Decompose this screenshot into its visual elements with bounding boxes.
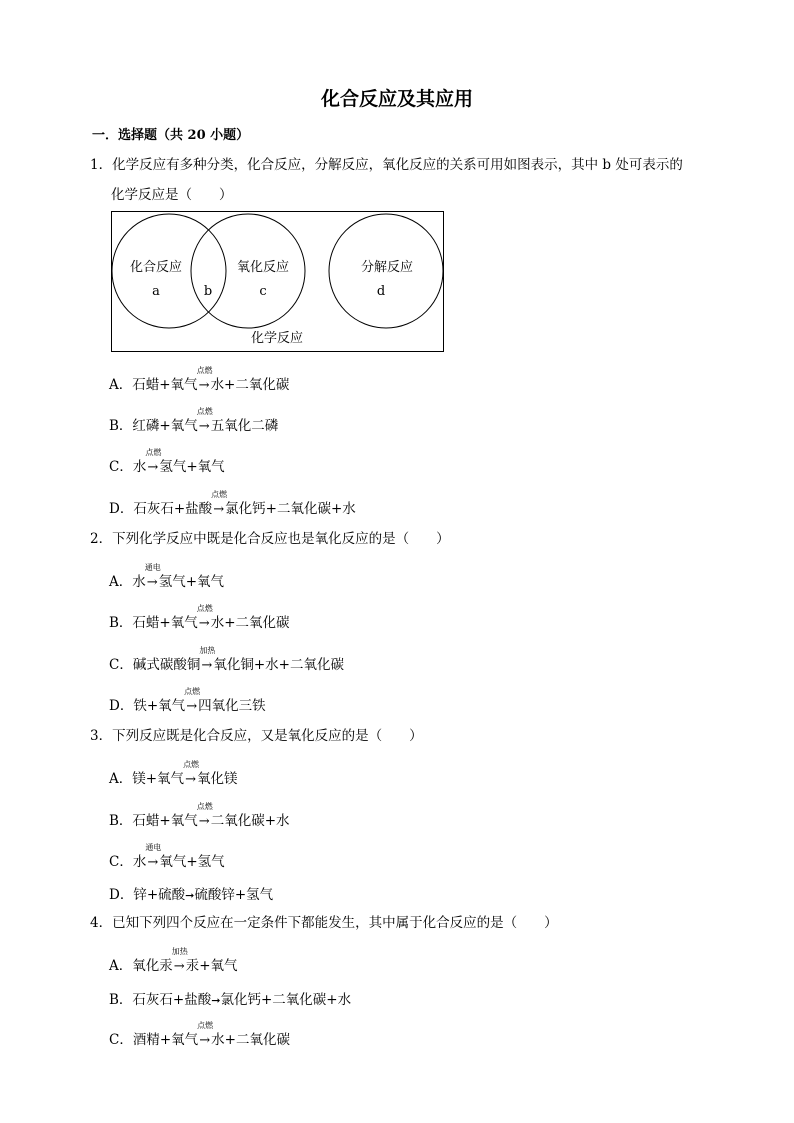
question-1 xyxy=(90,150,683,180)
reactants: 水 xyxy=(132,854,147,870)
section-heading: 一．选择题（共 20 小题） xyxy=(92,128,250,143)
arrow-icon: 点燃 → xyxy=(183,760,200,787)
q2-option-d[interactable] xyxy=(109,687,266,714)
reactants: 石灰石+盐酸 xyxy=(133,501,213,517)
reactants: 石蜡+氧气 xyxy=(132,813,198,829)
option-letter: B． xyxy=(109,615,133,631)
option-letter: D． xyxy=(109,501,134,517)
option-letter: D． xyxy=(109,698,134,714)
question-stem: 已知下列四个反应在一定条件下都能发生，其中属于化合反应的是（ ） xyxy=(112,915,558,931)
arrow-icon: 点燃 → xyxy=(145,448,162,475)
q4-option-c[interactable] xyxy=(109,1021,290,1048)
question-number: 3． xyxy=(90,728,113,744)
option-letter: B． xyxy=(109,418,133,434)
q3-option-a[interactable] xyxy=(109,760,238,787)
reaction-condition: 点燃 xyxy=(211,490,228,499)
arrow-icon: 点燃 → xyxy=(184,687,201,714)
reaction-condition: 点燃 xyxy=(196,366,213,375)
reaction-condition: 点燃 xyxy=(145,448,162,457)
products: 四氧化三铁 xyxy=(198,698,266,714)
reaction-condition: 点燃 xyxy=(196,802,213,811)
arrow-icon: 点燃 → xyxy=(196,366,213,393)
q4-option-a[interactable] xyxy=(109,947,238,974)
q2-option-c[interactable] xyxy=(109,646,344,673)
option-letter: A． xyxy=(109,771,133,787)
reactants: 石蜡+氧气 xyxy=(132,615,198,631)
circle-mid-label: 氧化反应 xyxy=(236,260,290,275)
q1-option-a[interactable] xyxy=(109,366,290,393)
question-4 xyxy=(90,908,558,938)
arrow-icon: 点燃 → xyxy=(197,1021,214,1048)
q1-option-c[interactable] xyxy=(109,448,225,475)
products: 氧化铜+水+二氧化碳 xyxy=(213,657,344,673)
arrow-icon: 通电 → xyxy=(144,563,161,590)
overlap-letter: b xyxy=(203,284,213,299)
reaction-condition: 通电 xyxy=(144,563,161,572)
reaction-condition: 点燃 xyxy=(196,604,213,613)
question-3 xyxy=(90,721,423,751)
products: 氢气+氧气 xyxy=(158,574,225,590)
option-letter: C． xyxy=(109,459,133,475)
question-stem: 下列反应既是化合反应，又是氧化反应的是（ ） xyxy=(112,728,423,744)
reaction-condition: 通电 xyxy=(145,843,162,852)
option-letter: B． xyxy=(109,813,133,829)
reactants: 石蜡+氧气 xyxy=(132,377,198,393)
products: 氢气+氧气 xyxy=(159,459,225,475)
option-letter: A． xyxy=(109,377,133,393)
option-letter: C． xyxy=(109,854,133,870)
products: 氧化镁 xyxy=(197,771,238,787)
question-stem: 下列化学反应中既是化合反应也是氧化反应的是（ ） xyxy=(112,531,450,547)
option-letter: C． xyxy=(109,1032,133,1048)
option-letter: D． xyxy=(109,887,134,903)
reactants: 碱式碳酸铜 xyxy=(132,657,201,673)
q1-option-b[interactable] xyxy=(109,407,279,434)
question-number: 1． xyxy=(90,157,113,173)
reactants: 镁+氧气 xyxy=(132,771,185,787)
products: 汞+氧气 xyxy=(185,958,238,974)
arrow-icon: ➞ xyxy=(185,889,195,902)
reactants: 石灰石+盐酸 xyxy=(132,992,212,1008)
arrow-icon: ➞ xyxy=(211,994,221,1007)
reactants: 铁+氧气 xyxy=(133,698,186,714)
option-letter: A． xyxy=(109,574,133,590)
circle-left-label: 化合反应 xyxy=(129,260,183,275)
reaction-condition: 点燃 xyxy=(196,407,213,416)
products: 氧气+氢气 xyxy=(159,854,225,870)
circle-right-letter: d xyxy=(376,284,386,299)
products: 水+二氧化碳 xyxy=(210,377,290,393)
products: 硫酸锌+氢气 xyxy=(194,887,274,903)
q1-option-d[interactable] xyxy=(109,490,356,517)
q3-option-c[interactable] xyxy=(109,843,225,870)
question-1-stem-line2: 化学反应是（ ） xyxy=(111,187,233,203)
reaction-condition: 点燃 xyxy=(197,1021,214,1030)
question-number: 4． xyxy=(90,915,113,931)
arrow-icon: 点燃 → xyxy=(196,407,213,434)
option-letter: A． xyxy=(109,958,133,974)
products: 五氧化二磷 xyxy=(210,418,279,434)
q3-option-d[interactable] xyxy=(109,883,273,903)
q4-option-b[interactable] xyxy=(109,988,351,1008)
circle-mid-letter: c xyxy=(259,284,267,299)
reactants: 氧化汞 xyxy=(132,958,173,974)
question-2 xyxy=(90,524,450,554)
page-title: 化合反应及其应用 xyxy=(320,88,473,110)
option-letter: B． xyxy=(109,992,133,1008)
reactants: 酒精+氧气 xyxy=(132,1032,199,1048)
circle-left-letter: a xyxy=(152,284,160,299)
reaction-condition: 加热 xyxy=(199,646,216,655)
q2-option-b[interactable] xyxy=(109,604,290,631)
products: 氯化钙+二氧化碳+水 xyxy=(225,501,356,517)
reactants: 红磷+氧气 xyxy=(132,418,198,434)
reaction-condition: 点燃 xyxy=(184,687,201,696)
arrow-icon: 点燃 → xyxy=(196,802,213,829)
question-number: 2． xyxy=(90,531,113,547)
reactants: 水 xyxy=(132,459,147,475)
reaction-condition: 点燃 xyxy=(183,760,200,769)
arrow-icon: 通电 → xyxy=(145,843,162,870)
outer-label: 化学反应 xyxy=(250,331,304,346)
question-stem: 化学反应有多种分类，化合反应，分解反应，氧化反应的关系可用如图表示，其中 b 处可表示的 xyxy=(112,157,683,173)
venn-diagram xyxy=(111,211,445,353)
reaction-condition: 加热 xyxy=(171,947,188,956)
reactants: 锌+硫酸 xyxy=(133,887,186,903)
products: 二氧化碳+水 xyxy=(210,813,290,829)
reactants: 水 xyxy=(132,574,146,590)
arrow-icon: 加热 → xyxy=(171,947,188,974)
products: 水+二氧化碳 xyxy=(210,615,290,631)
products: 水+二氧化碳 xyxy=(211,1032,290,1048)
arrow-icon: 点燃 → xyxy=(211,490,228,517)
circle-right-label: 分解反应 xyxy=(360,260,414,275)
products: 氯化钙+二氧化碳+水 xyxy=(220,992,352,1008)
arrow-icon: 点燃 → xyxy=(196,604,213,631)
option-letter: C． xyxy=(109,657,133,673)
q3-option-b[interactable] xyxy=(109,802,290,829)
q2-option-a[interactable] xyxy=(109,563,225,590)
arrow-icon: 加热 → xyxy=(199,646,216,673)
